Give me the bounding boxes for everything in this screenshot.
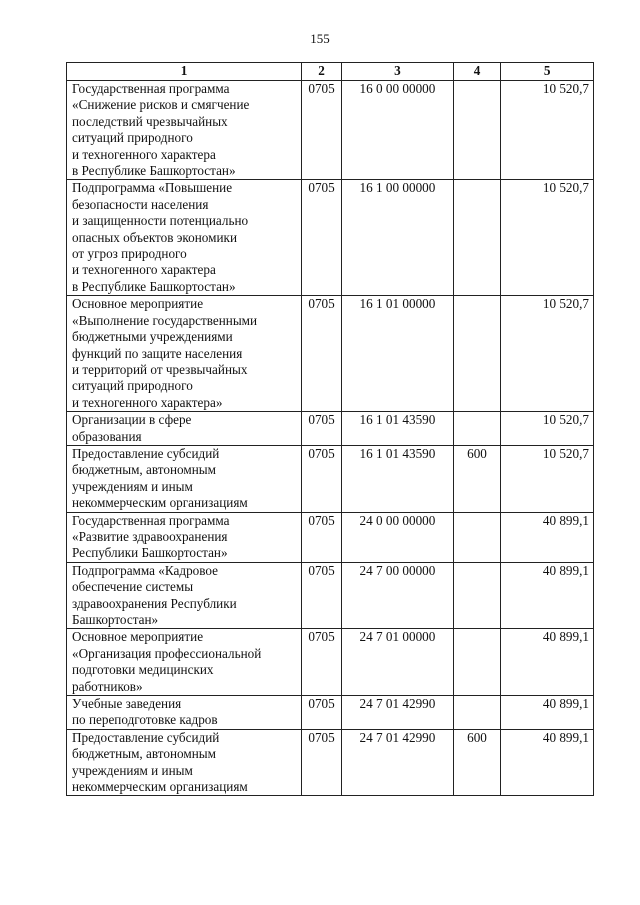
section-code: 0705 <box>302 296 342 412</box>
expense-type-code <box>453 296 500 412</box>
amount: 10 520,7 <box>501 445 594 512</box>
amount: 10 520,7 <box>501 81 594 180</box>
amount: 40 899,1 <box>501 562 594 629</box>
amount: 10 520,7 <box>501 296 594 412</box>
expense-type-code <box>453 512 500 562</box>
section-code: 0705 <box>302 512 342 562</box>
section-code: 0705 <box>302 696 342 730</box>
section-code: 0705 <box>302 180 342 296</box>
header-col-5: 5 <box>501 63 594 81</box>
amount: 40 899,1 <box>501 629 594 696</box>
page-number: 155 <box>310 31 330 46</box>
amount: 40 899,1 <box>501 512 594 562</box>
section-code: 0705 <box>302 562 342 629</box>
item-name: Основное мероприятие «Выполнение государственными бюджетными учреждениями функций по защите населения и территорий от чрезвычайных ситуаций природного и техногенного характера» <box>67 296 302 412</box>
target-article-code: 24 0 00 00000 <box>342 512 454 562</box>
target-article-code: 16 1 01 43590 <box>342 445 454 512</box>
header-row <box>67 63 594 81</box>
item-name: Государственная программа «Снижение рисков и смягчение последствий чрезвычайных ситуаций природного и техногенного характера в Республике Башкортостан» <box>67 81 302 180</box>
table-row <box>67 412 594 446</box>
item-name: Организации в сфере образования <box>67 412 302 446</box>
section-code: 0705 <box>302 445 342 512</box>
target-article-code: 16 1 00 00000 <box>342 180 454 296</box>
table-row <box>67 729 594 796</box>
section-code: 0705 <box>302 81 342 180</box>
target-article-code: 16 1 01 00000 <box>342 296 454 412</box>
item-name: Государственная программа «Развитие здравоохранения Республики Башкортостан» <box>67 512 302 562</box>
expense-type-code <box>453 696 500 730</box>
expense-type-code <box>453 562 500 629</box>
item-name: Предоставление субсидий бюджетным, автономным учреждениям и иным некоммерческим организациям <box>67 729 302 796</box>
table-row <box>67 696 594 730</box>
expense-type-code <box>453 180 500 296</box>
table-row <box>67 445 594 512</box>
section-code: 0705 <box>302 629 342 696</box>
budget-table <box>66 62 594 796</box>
item-name: Учебные заведения по переподготовке кадров <box>67 696 302 730</box>
expense-type-code <box>453 81 500 180</box>
expense-type-code <box>453 629 500 696</box>
expense-type-code: 600 <box>453 729 500 796</box>
target-article-code: 24 7 00 00000 <box>342 562 454 629</box>
table-row <box>67 81 594 180</box>
target-article-code: 24 7 01 00000 <box>342 629 454 696</box>
section-code: 0705 <box>302 412 342 446</box>
header-col-1: 1 <box>67 63 302 81</box>
item-name: Основное мероприятие «Организация профессиональной подготовки медицинских работников» <box>67 629 302 696</box>
section-code: 0705 <box>302 729 342 796</box>
target-article-code: 16 1 01 43590 <box>342 412 454 446</box>
item-name: Подпрограмма «Повышение безопасности населения и защищенности потенциально опасных объектов экономики от угроз природного и техногенного характера в Республике Башкортостан» <box>67 180 302 296</box>
amount: 40 899,1 <box>501 696 594 730</box>
table-row <box>67 512 594 562</box>
table-row <box>67 296 594 412</box>
table-header <box>67 63 594 81</box>
header-col-3: 3 <box>342 63 454 81</box>
header-col-4: 4 <box>453 63 500 81</box>
expense-type-code: 600 <box>453 445 500 512</box>
item-name: Подпрограмма «Кадровое обеспечение системы здравоохранения Республики Башкортостан» <box>67 562 302 629</box>
target-article-code: 24 7 01 42990 <box>342 729 454 796</box>
expense-type-code <box>453 412 500 446</box>
target-article-code: 16 0 00 00000 <box>342 81 454 180</box>
table-body <box>67 81 594 796</box>
target-article-code: 24 7 01 42990 <box>342 696 454 730</box>
table-row <box>67 562 594 629</box>
amount: 10 520,7 <box>501 180 594 296</box>
table-row <box>67 629 594 696</box>
amount: 40 899,1 <box>501 729 594 796</box>
item-name: Предоставление субсидий бюджетным, автономным учреждениям и иным некоммерческим организациям <box>67 445 302 512</box>
header-col-2: 2 <box>302 63 342 81</box>
table-row <box>67 180 594 296</box>
amount: 10 520,7 <box>501 412 594 446</box>
